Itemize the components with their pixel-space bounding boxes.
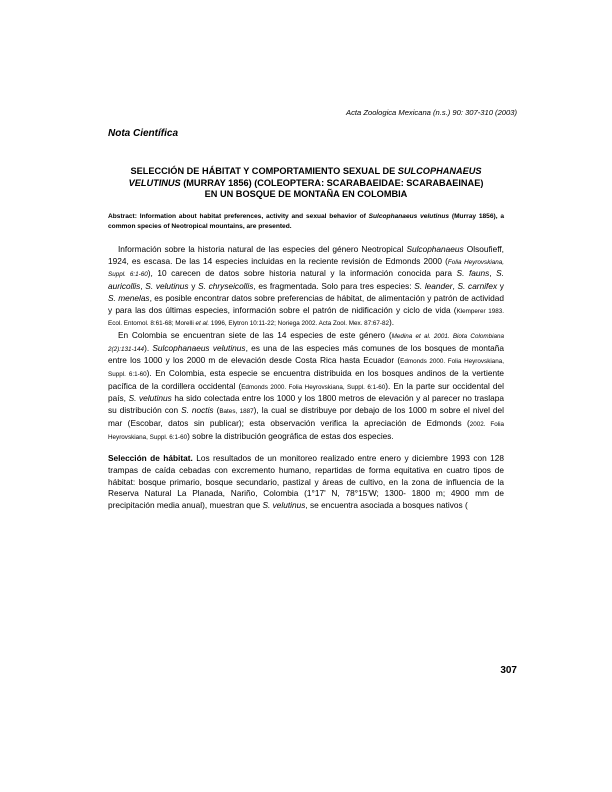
- title-genus: SULCOPHANAEUS: [397, 166, 482, 176]
- body-text: [108, 244, 504, 512]
- title-line2: (MURRAY 1856) (COLEOPTERA: SCARABAEIDAE: SCARABAEINAE): [180, 177, 484, 188]
- taxon-name: Sulcophanaeus velutinus: [152, 342, 246, 353]
- abstract-text-2: (Murray 1856), a common species of Neotropical mountains, are presented.: [108, 213, 504, 230]
- taxon-name: S. leander: [414, 281, 453, 292]
- taxon-name: S. velutinus: [262, 500, 306, 511]
- title-line1: SELECCIÓN DE HÁBITAT Y COMPORTAMIENTO SEXUAL DE: [130, 166, 398, 176]
- citation: Edmonds 2000. Folia Heyrovskiana, Suppl. 6:1-60: [241, 383, 386, 391]
- text: ,: [140, 281, 146, 292]
- text: ).: [144, 342, 153, 353]
- abstract-text-1: Information about habitat preferences, activity and sexual behavior of: [139, 213, 369, 220]
- text: , es una de las especies más comunes de los bosques de montaña entre los 1000 y los 2000 m de elevación desde Costa Rica hasta Ecuador (: [108, 342, 505, 366]
- text: , es fragmentada. Solo para tres especies:: [253, 281, 415, 292]
- text: ), la cual se distribuye por debajo de los 1000 m sobre el nivel del mar (Escobar, datos sin publicar); esta observación verifica la apreciación de Edmonds (: [108, 405, 504, 428]
- citation: Medina et al. 2001. Biota Colombiana 2(2):131-144: [108, 332, 505, 353]
- taxon-name: S. auricollis: [108, 268, 504, 292]
- abstract: [108, 212, 504, 231]
- taxon-name: S. carnifex: [457, 281, 498, 292]
- citation: Klemperer 1983. Ecol. Entomol. 8:61-68; Morelli: [108, 307, 504, 328]
- citation: 2002. Folia Heyrovskiana, Suppl. 6:1-60: [108, 420, 505, 441]
- text: ha sido colectada entre los 1000 y los 1800 metros de elevación y al parecer no traslapa su distribución con: [108, 393, 504, 416]
- text: ) sobre la distribución geográfica de estas dos especies.: [187, 430, 394, 441]
- taxon-name: S. menelas: [108, 292, 150, 303]
- text: En Colombia se encuentran siete de las 14 especies de este género (: [118, 329, 392, 340]
- text: Información sobre la historia natural de las especies del género Neotropical: [118, 244, 407, 254]
- text: ). En la parte sur occidental del país,: [108, 380, 504, 404]
- text: , es posible encontrar datos sobre preferencias de hábitat, de alimentación y patrón de actividad y para las dos últimas especies, información sobre el patrón de nidificación y ciclo de vida (: [108, 292, 504, 315]
- citation: et al.: [193, 320, 210, 328]
- note-label: Nota Científica: [108, 128, 179, 139]
- title-species: VELUTINUS: [128, 177, 181, 188]
- text: ). En Colombia, esta especie se encuentra distribuida en los bosques andinos de la vertiente pacífica de la cordillera occidental (: [108, 368, 504, 391]
- citation: 1996, Elytron 10:11-22; Noriega 2002. Acta Zool. Mex. 87:67-82: [209, 320, 389, 328]
- taxon-name: S. velutinus: [128, 393, 172, 404]
- paragraph-2: [108, 330, 504, 443]
- article-title: [108, 166, 504, 201]
- taxon-name: Sulcophanaeus: [406, 244, 464, 254]
- text: y: [188, 281, 199, 292]
- section-heading: Selección de hábitat.: [108, 453, 193, 464]
- text: ).: [388, 317, 395, 328]
- taxon-name: S. fauns: [456, 268, 490, 279]
- text: Los resultados de un monitoreo realizado entre enero y diciembre 1993 con 128 trampas de caída cebadas con excremento humano, repartidas de forma equitativa en cuatro tipos de hábitat: bosque primario, bosque secundario, pastizal y áreas de cultivo, en la zona de influencia de la Reserva Natural La Planada, Nariño, Colombia (1°17' N, 78°15'W; 1300- 1800 m; 4900 mm de precipitación media anual), muestran que: [108, 453, 504, 511]
- text: ), 10 carecen de datos sobre historia natural y la información conocida para: [147, 268, 457, 279]
- text: ,: [452, 281, 458, 292]
- abstract-lead: Abstract:: [108, 213, 140, 220]
- text: Olsoufieff, 1924, es escasa. De las 14 especies incluidas en la reciente revisión de Edmonds 2000 (: [108, 244, 504, 266]
- citation: Bates, 1887: [219, 408, 254, 416]
- citation: Edmonds 2000. Folia Heyrovskiana, Suppl. 6:1-60: [108, 358, 505, 379]
- text: ,: [489, 268, 497, 279]
- journal-reference: Acta Zoologica Mexicana (n.s.) 90: 307-310 (2003): [346, 108, 517, 117]
- citation: Folia Heyrovskiana, Suppl. 6:1-60: [108, 258, 504, 279]
- title-line3: EN UN BOSQUE DE MONTAÑA EN COLOMBIA: [204, 189, 408, 199]
- abstract-species: Sulcophanaeus velutinus: [368, 213, 450, 220]
- paragraph-3: [108, 453, 504, 512]
- taxon-name: S. chryseicollis: [198, 281, 254, 292]
- taxon-name: S. noctis: [181, 405, 214, 416]
- text: , se encuentra asociada a bosques nativos (: [305, 500, 468, 511]
- taxon-name: S. velutinus: [145, 281, 189, 292]
- page-number: 307: [500, 665, 517, 676]
- text: y: [497, 281, 504, 292]
- text: (: [213, 405, 220, 416]
- paragraph-1: [108, 244, 504, 330]
